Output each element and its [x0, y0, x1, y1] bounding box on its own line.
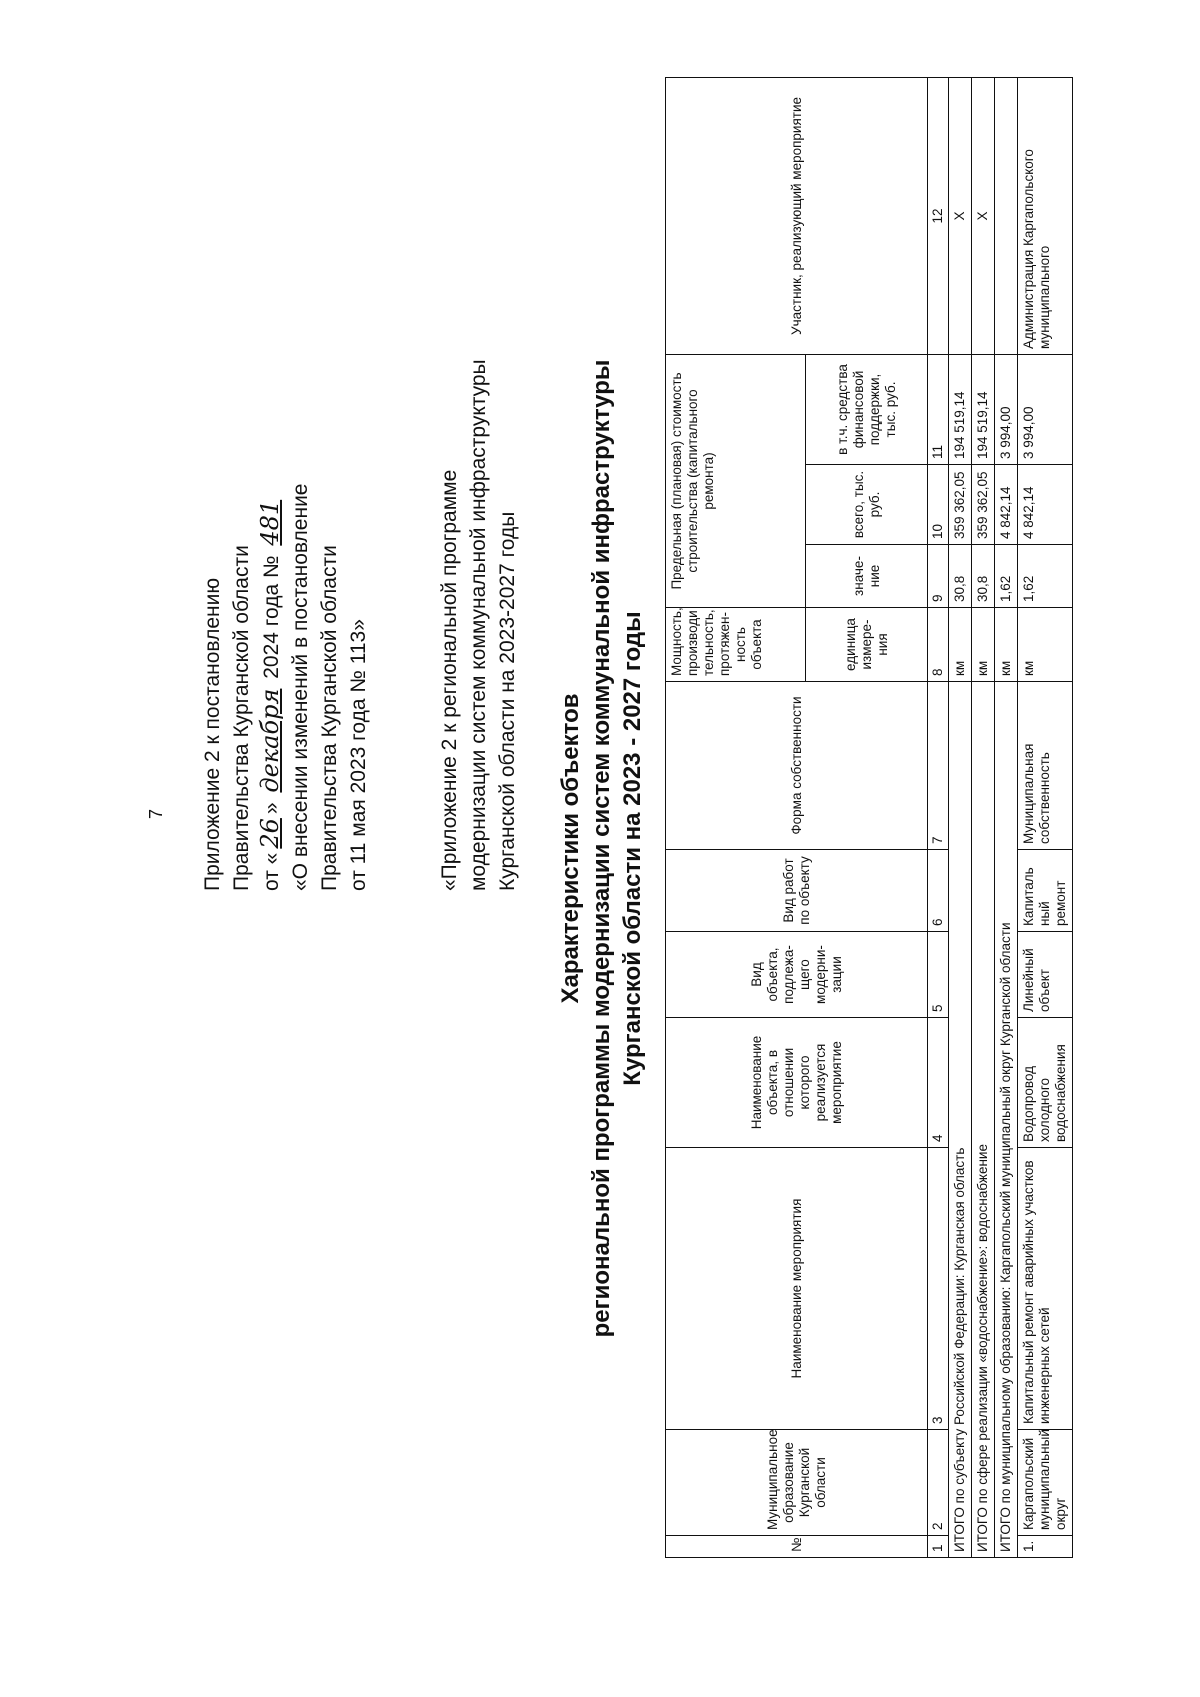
quote-line-2: модернизации систем коммунальной инфраструктуры [467, 359, 490, 891]
header-incl: в т.ч. средства финансовой поддержки, тыс. руб. [806, 354, 928, 464]
summary-incl: 3 994,00 [995, 354, 1018, 464]
row-ownership: Муниципальная собственность [1018, 682, 1073, 850]
summary-total: 359 362,05 [949, 465, 972, 545]
header-total: всего, тыс. руб. [806, 465, 928, 545]
appendix-date-line [256, 484, 286, 892]
row-work-type: Капиталь ный ремонт [1018, 850, 1073, 932]
summary-value: 1,62 [995, 545, 1018, 608]
page-number: 7 [146, 808, 166, 819]
row-municipality: Каргапольский муниципальный округ [1018, 1430, 1073, 1536]
row-value: 1,62 [1018, 545, 1073, 608]
summary-total: 359 362,05 [972, 465, 995, 545]
quote-line-1: «Приложение 2 к региональной программе [438, 469, 461, 891]
handwritten-day: 26 [256, 818, 284, 849]
col-number: 6 [928, 850, 949, 932]
header-value: значе-ние [806, 545, 928, 608]
column-numbering-row [928, 77, 949, 1557]
summary-unit: км [995, 608, 1018, 682]
appendix-line-4: «О внесении изменений в постановление [289, 483, 312, 891]
col-number: 4 [928, 1018, 949, 1148]
summary-participant: X [972, 77, 995, 354]
summary-incl: 194 519,14 [972, 354, 995, 464]
summary-value: 30,8 [972, 545, 995, 608]
col-number: 7 [928, 682, 949, 850]
header-object-name: Наименование объекта, в отношении которого реализуется мероприятие [666, 1018, 928, 1148]
summary-unit: км [972, 608, 995, 682]
summary-row-water [972, 77, 995, 1557]
summary-participant [995, 77, 1018, 354]
header-municipality: Муниципальное образование Курганской области [666, 1430, 928, 1536]
header-capacity: Мощность, производи тельность, протяжен-ность объекта [666, 608, 806, 682]
summary-row-region [949, 77, 972, 1557]
date-year: 2024 года № [260, 555, 283, 679]
row-measure: Капитальный ремонт аварийных участков инженерных сетей [1018, 1148, 1073, 1430]
handwritten-number: 481 [256, 499, 284, 546]
title-line-2: региональной программы модернизации систем коммунальной инфраструктуры [588, 359, 615, 1338]
row-participant: Администрация Каргапольского муниципального [1018, 77, 1073, 354]
header-cost: Предельная (плановая) стоимость строительства (капитального ремонта) [666, 354, 806, 607]
date-prefix: от « [260, 852, 283, 891]
summary-row-municipality [995, 77, 1018, 1557]
summary-total: 4 842,14 [995, 465, 1018, 545]
row-object-type: Линейный объект [1018, 932, 1073, 1018]
header-no: № [666, 1536, 928, 1558]
col-number: 3 [928, 1148, 949, 1430]
col-number: 11 [928, 354, 949, 464]
row-total: 4 842,14 [1018, 465, 1073, 545]
appendix-line-2: Правительства Курганской области [230, 545, 253, 891]
quote-line-3: Курганской области на 2023-2027 годы [496, 511, 519, 891]
row-incl: 3 994,00 [1018, 354, 1073, 464]
objects-table [665, 77, 1073, 1558]
summary-participant: X [949, 77, 972, 354]
program-appendix-quote [435, 359, 522, 891]
header-participant: Участник, реализующий мероприятие [666, 77, 928, 354]
summary-value: 30,8 [949, 545, 972, 608]
summary-unit: км [949, 608, 972, 682]
row-unit: км [1018, 608, 1073, 682]
col-number: 12 [928, 77, 949, 354]
title-line-3: Курганской области на 2023 - 2027 годы [619, 611, 646, 1086]
appendix-line-6: от 11 мая 2023 года № 113» [347, 619, 370, 891]
appendix-line-5: Правительства Курганской области [318, 545, 341, 891]
appendix-line-1: Приложение 2 к постановлению [201, 577, 224, 891]
row-number: 1. [1018, 1536, 1073, 1558]
handwritten-month: декабря [256, 688, 284, 793]
date-mid: » [260, 802, 283, 815]
col-number: 8 [928, 608, 949, 682]
summary-label: ИТОГО по муниципальному образованию: Каргапольский муниципальный округ Курганской области [995, 682, 1018, 1558]
header-unit: единица измере-ния [806, 608, 928, 682]
row-object-name: Водопровод холодного водоснабжения [1018, 1018, 1073, 1148]
col-number: 5 [928, 932, 949, 1018]
summary-label: ИТОГО по субъекту Российской Федерации: Курганская область [949, 682, 972, 1558]
appendix-header [198, 484, 373, 892]
title-line-1: Характеристики объектов [557, 693, 584, 1004]
header-work-type: Вид работ по объекту [666, 850, 928, 932]
summary-label: ИТОГО по сфере реализации «водоснабжение»: водоснабжение [972, 682, 995, 1558]
table-row [1018, 77, 1073, 1557]
col-number: 1 [928, 1536, 949, 1558]
header-ownership: Форма собственности [666, 682, 928, 850]
col-number: 10 [928, 465, 949, 545]
col-number: 2 [928, 1430, 949, 1536]
header-measure: Наименование мероприятия [666, 1148, 928, 1430]
header-object-type: Вид объекта, подлежа-щего модерни-зации [666, 932, 928, 1018]
document-title [555, 0, 648, 1697]
summary-incl: 194 519,14 [949, 354, 972, 464]
col-number: 9 [928, 545, 949, 608]
